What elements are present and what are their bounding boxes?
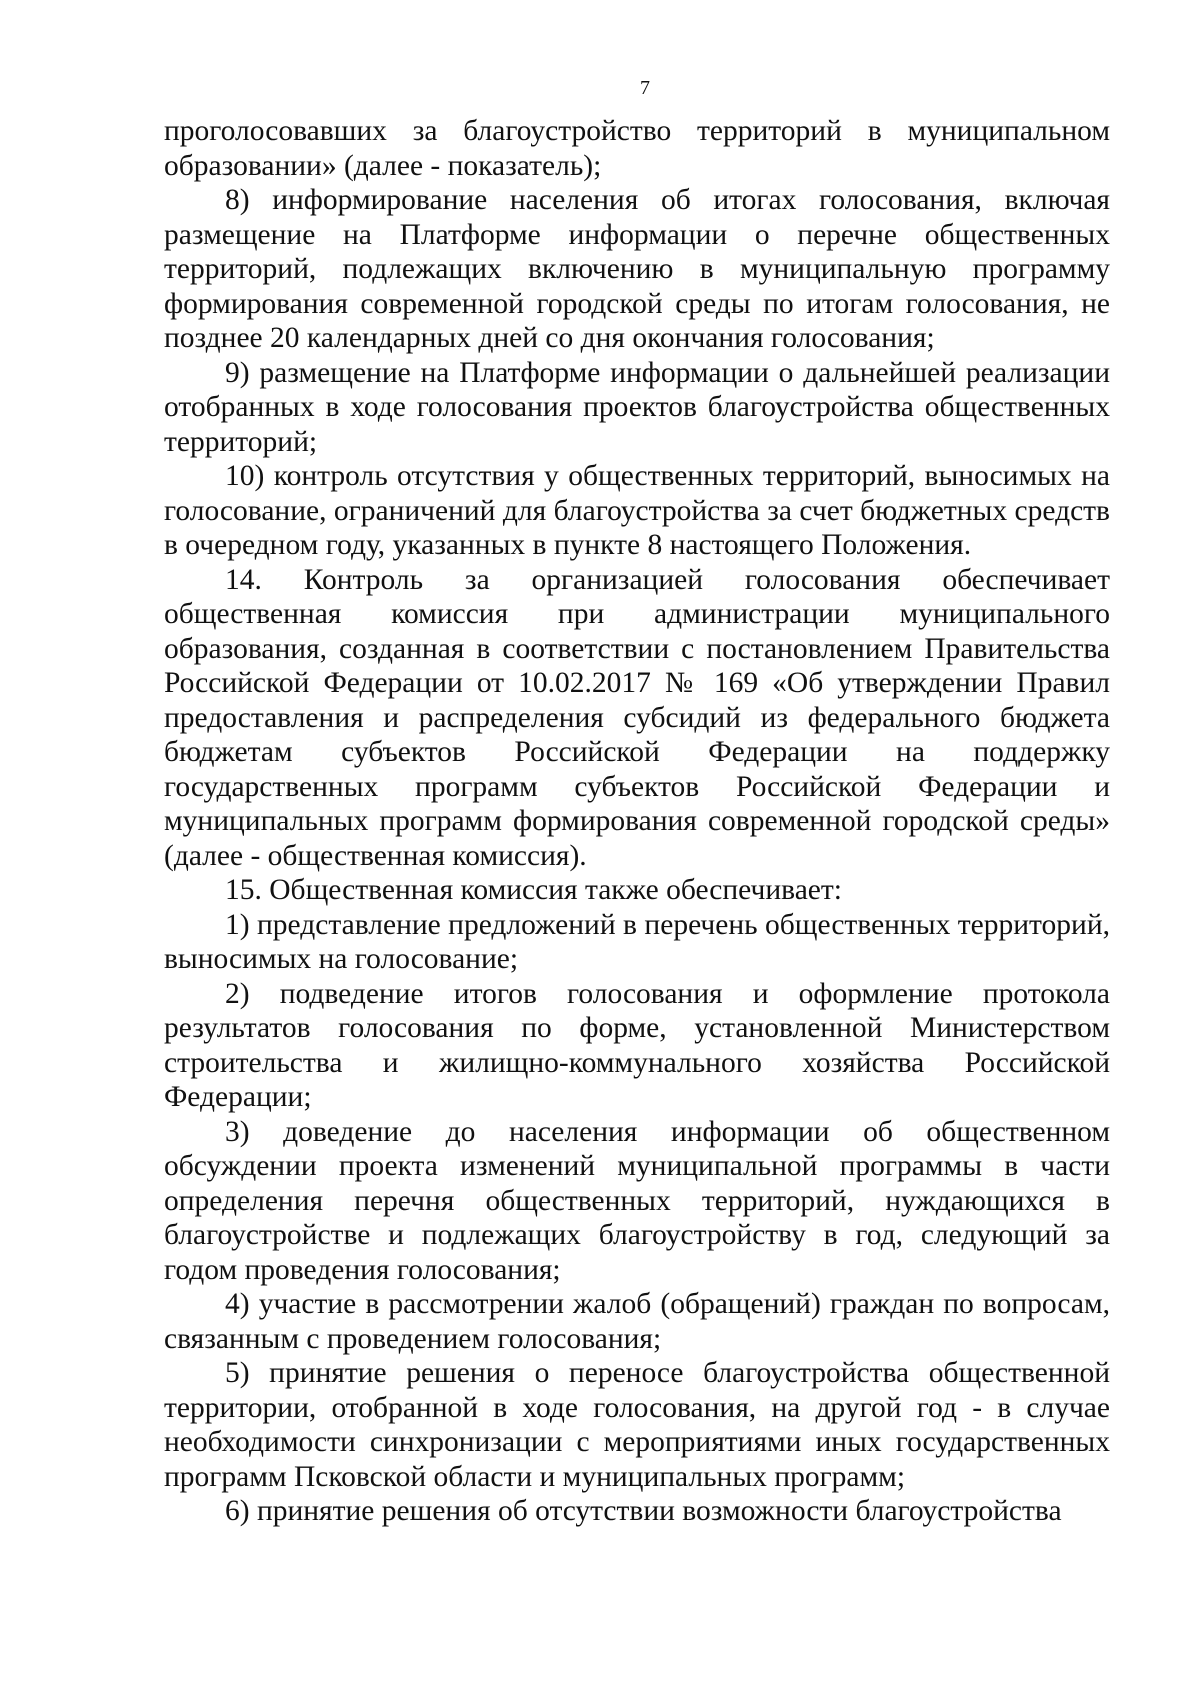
paragraph-clause-14: 14. Контроль за организацией голосования обеспечивает общественная комиссия при администрации муниципального образования, созданная в соответствии с постановлением Правительства Российской Федерации от 10.02.2017 № 169 «Об утверждении Правил предоставления и распределения субсидий из федерального бюджета бюджетам субъектов Российской Федерации на поддержку государственных программ субъектов Российской Федерации и муниципальных программ формирования современной городской среды» (далее - общественная комиссия). <box>164 563 1110 872</box>
paragraph-subitem-6: 6) принятие решения об отсутствии возможности благоустройства <box>225 1495 1062 1527</box>
paragraph-subitem-4: 4) участие в рассмотрении жалоб (обращений) граждан по вопросам, связанным с проведением голосования; <box>164 1288 1110 1355</box>
paragraph-item-10: 10) контроль отсутствия у общественных территорий, выносимых на голосование, ограничений для благоустройства за счет бюджетных средств в очередном году, указанных в пункте 8 настоящего Положения. <box>164 460 1110 561</box>
paragraph-clause-15: 15. Общественная комиссия также обеспечивает: <box>225 874 842 906</box>
paragraph-continuation: проголосовавших за благоустройство территорий в муниципальном образовании» (далее - показатель); <box>164 115 1110 182</box>
paragraph-subitem-1: 1) представление предложений в перечень общественных территорий, выносимых на голосование; <box>164 908 1110 975</box>
paragraph-subitem-2: 2) подведение итогов голосования и оформление протокола результатов голосования по форме, установленной Министерством строительства и жилищно-коммунального хозяйства Российской Федерации; <box>164 977 1110 1113</box>
paragraph-item-8: 8) информирование населения об итогах голосования, включая размещение на Платформе информации о перечне общественных территорий, подлежащих включению в муниципальную программу формирования современной городской среды по итогам голосования, не позднее 20 календарных дней со дня окончания голосования; <box>164 184 1110 354</box>
page-number: 7 <box>640 77 650 99</box>
paragraph-subitem-3: 3) доведение до населения информации об общественном обсуждении проекта изменений муниципальной программы в части определения перечня общественных территорий, нуждающихся в благоустройстве и подлежащих благоустройству в год, следующий за годом проведения голосования; <box>164 1115 1110 1286</box>
document-body <box>164 114 1110 1529</box>
paragraph-subitem-5: 5) принятие решения о переносе благоустройства общественной территории, отобранной в ходе голосования, на другой год - в случае необходимости синхронизации с мероприятиями иных государственных программ Псковской области и муниципальных программ; <box>164 1357 1110 1493</box>
paragraph-item-9: 9) размещение на Платформе информации о дальнейшей реализации отобранных в ходе голосования проектов благоустройства общественных территорий; <box>164 356 1110 458</box>
